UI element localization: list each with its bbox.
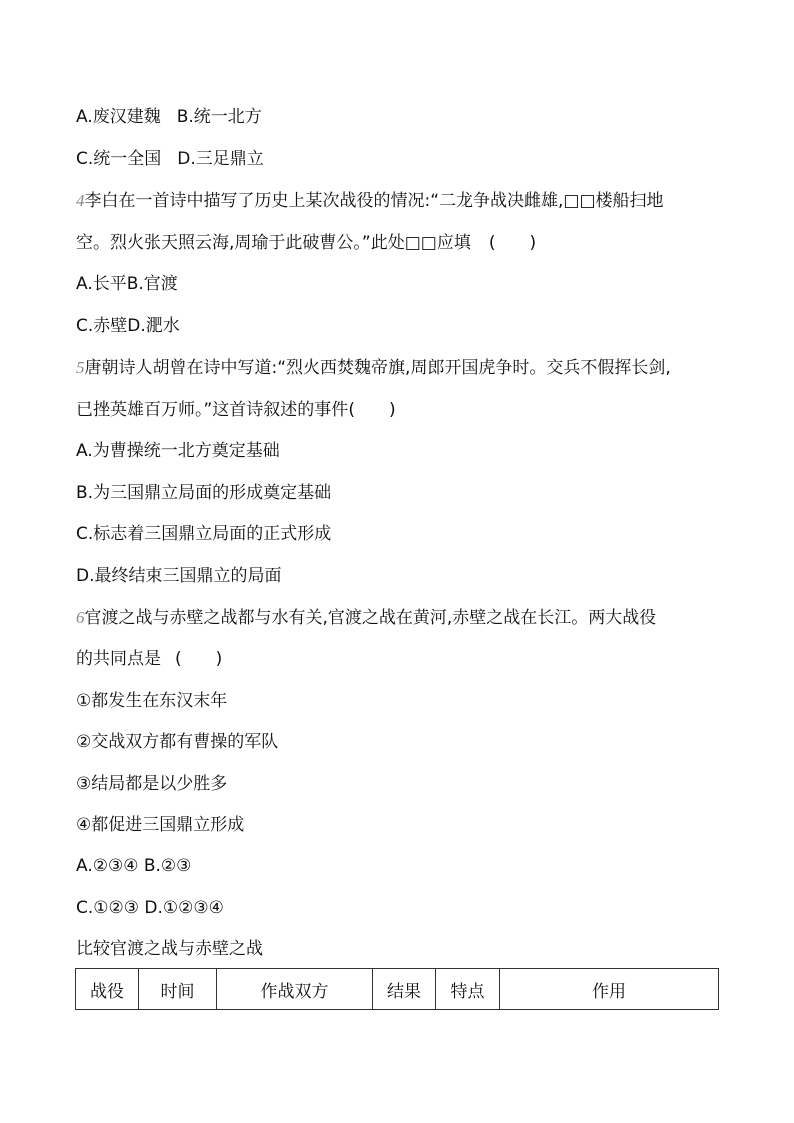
- comparison-table-header-row: [76, 969, 719, 1010]
- q5-option-a: A.为曹操统一北方奠定基础: [76, 441, 280, 461]
- q4-option-row-1: A.长平B.官渡: [76, 274, 178, 294]
- q6-statement-1: ①都发生在东汉末年: [76, 691, 228, 711]
- q5-number: 5: [76, 358, 85, 377]
- q4-stem-line-1: [76, 190, 664, 212]
- header-result: 结果: [373, 969, 436, 1010]
- q4-stem-text-2: 空。烈火张天照云海,周瑜于此破曹公。”此处□□应填: [76, 233, 471, 253]
- q3-options-row-2: [76, 148, 264, 170]
- q6-answer-blank: ( ): [175, 649, 223, 669]
- q3-option-c: C.统一全国: [76, 149, 162, 169]
- q6-stem-text-1: 官渡之战与赤壁之战都与水有关,官渡之战在黄河,赤壁之战在长江。两大战役: [84, 608, 657, 628]
- q5-stem-line-2: [76, 399, 396, 421]
- q6-stem-text-2: 的共同点是: [76, 649, 161, 669]
- q6-stem-line-1: [76, 607, 656, 629]
- comparison-title: 比较官渡之战与赤壁之战: [76, 939, 263, 959]
- header-battle: 战役: [76, 969, 139, 1010]
- q5-option-d: D.最终结束三国鼎立的局面: [76, 566, 282, 586]
- header-combatants: 作战双方: [217, 969, 373, 1010]
- q5-option-b: B.为三国鼎立局面的形成奠定基础: [76, 483, 332, 503]
- q4-answer-blank: ( ): [488, 233, 537, 253]
- q5-option-c: C.标志着三国鼎立局面的正式形成: [76, 524, 332, 544]
- comparison-table: [75, 968, 719, 1010]
- q6-statement-2: ②交战双方都有曹操的军队: [76, 732, 279, 752]
- q6-statement-3: ③结局都是以少胜多: [76, 774, 228, 794]
- q3-options-row-1: [76, 106, 262, 128]
- q3-option-d: D.三足鼎立: [177, 149, 264, 169]
- q5-answer-blank: ( ): [348, 400, 396, 420]
- q3-option-a: A.废汉建魏: [76, 107, 161, 127]
- q6-statement-4: ④都促进三国鼎立形成: [76, 815, 245, 835]
- q3-option-b: B.统一北方: [176, 107, 262, 127]
- q6-stem-line-2: [76, 648, 222, 670]
- q6-number: 6: [76, 608, 85, 627]
- q4-stem-text-1: 李白在一首诗中描写了历史上某次战役的情况:“二龙争战决雌雄,□□楼船扫地: [84, 191, 664, 211]
- header-time: 时间: [139, 969, 217, 1010]
- header-features: 特点: [436, 969, 500, 1010]
- q6-option-row-2: C.①②③ D.①②③④: [76, 898, 224, 918]
- q5-stem-text-1: 唐朝诗人胡曾在诗中写道:“烈火西焚魏帝旗,周郎开国虎争时。交兵不假挥长剑,: [84, 358, 671, 378]
- q6-option-row-1: A.②③④ B.②③: [76, 856, 192, 876]
- q5-stem-line-1: [76, 357, 671, 379]
- q4-number: 4: [76, 191, 85, 210]
- q5-stem-text-2: 已挫英雄百万师。”这首诗叙述的事件: [76, 400, 349, 420]
- q4-stem-line-2: [76, 232, 536, 254]
- header-significance: 作用: [500, 969, 719, 1010]
- q4-option-row-2: C.赤壁D.淝水: [76, 316, 180, 336]
